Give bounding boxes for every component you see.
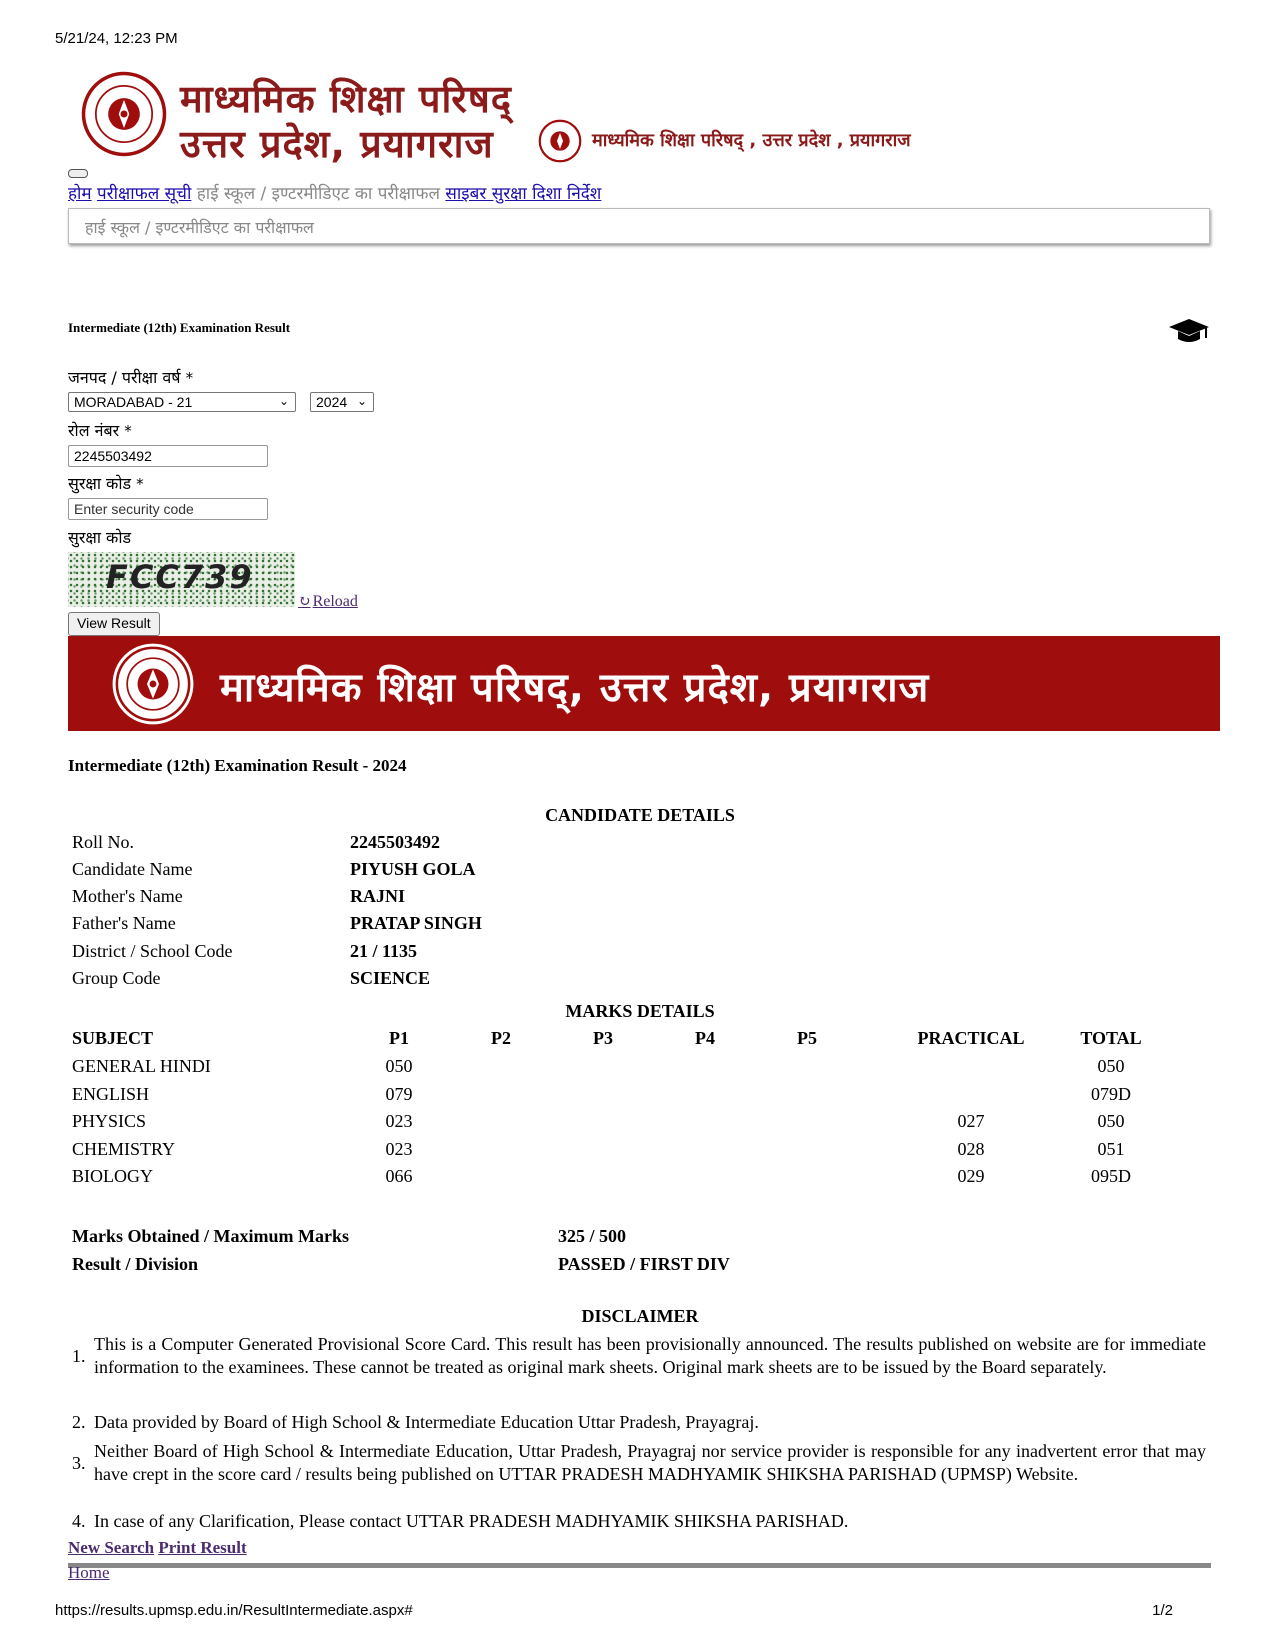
header-title-small: माध्यमिक शिक्षा परिषद् , उत्तर प्रदेश , प्रयागराज [592,130,911,151]
marks-column-header: P2 [491,1028,511,1048]
disclaimer-item-text: Data provided by Board of High School & Intermediate Education Uttar Pradesh, Prayagraj. [94,1412,759,1432]
form-title: Intermediate (12th) Examination Result [68,320,291,335]
marks-p1-cell: 066 [385,1166,413,1186]
candidate-row-label: Roll No. [72,832,135,852]
marks-p1-cell: 079 [385,1084,413,1104]
captcha-label: सुरक्षा कोड [68,528,132,547]
nav-result-list-link[interactable]: परीक्षाफल सूची [97,184,192,204]
new-search-link[interactable]: New Search [68,1538,155,1557]
marks-column-header: P1 [389,1028,409,1048]
candidate-row-label: District / School Code [72,941,233,961]
result-banner [68,636,1220,731]
marks-obtained-value: 325 / 500 [558,1226,627,1246]
home-link[interactable]: Home [68,1563,110,1582]
footer-links [68,1538,247,1558]
header-title-line1: माध्यमिक शिक्षा परिषद् [180,77,512,121]
nav-home-link[interactable]: होम [68,184,92,204]
refresh-icon: ↻ [298,594,311,610]
disclaimer-item [72,1440,1206,1486]
print-result-link[interactable]: Print Result [158,1538,247,1557]
candidate-row-value: RAJNI [350,886,406,906]
marks-column-header: P5 [797,1028,817,1048]
district-year-label: जनपद / परीक्षा वर्ष * [68,368,194,387]
year-select-value: 2024 [316,394,348,410]
marks-subject-cell: GENERAL HINDI [72,1056,211,1076]
marks-practical-cell: 029 [957,1166,985,1186]
print-page-number: 1/2 [1152,1602,1173,1619]
footer-divider [68,1563,1211,1568]
candidate-row-value: SCIENCE [350,968,431,988]
print-date: 5/21/24, 12:23 PM [55,30,178,47]
marks-p1-cell: 050 [385,1056,413,1076]
marks-total-cell: 051 [1097,1139,1125,1159]
nav-cyber-safety-link[interactable]: साइबर सुरक्षा दिशा निर्देश [445,184,602,204]
view-result-button[interactable]: View Result [68,612,160,636]
candidate-row-value: 21 / 1135 [350,941,418,961]
board-emblem-small-logo [538,119,582,163]
marks-subject-cell: CHEMISTRY [72,1139,176,1159]
marks-total-cell: 050 [1097,1056,1125,1076]
required-mark: * [136,475,144,493]
graduation-cap-icon [1168,316,1210,346]
candidate-row-label: Group Code [72,968,161,988]
security-code-label: सुरक्षा कोड * [68,474,144,493]
marks-total-cell: 050 [1097,1111,1125,1131]
roll-number-input[interactable]: 2245503492 [68,445,268,467]
marks-p1-cell: 023 [385,1111,413,1131]
district-select-value: MORADABAD - 21 [74,394,193,410]
nav-current-item: हाई स्कूल / इण्टरमीडिएट का परीक्षाफल [196,184,440,204]
candidate-row-label: Mother's Name [72,886,183,906]
marks-practical-cell: 028 [957,1139,985,1159]
roll-number-label: रोल नंबर * [68,421,132,440]
disclaimer-item-number: 3. [72,1452,86,1473]
reload-label: Reload [312,593,358,610]
reload-captcha-link[interactable] [298,592,358,611]
disclaimer-item-number: 1. [72,1345,86,1366]
candidate-row-value: PRATAP SINGH [350,913,482,933]
marks-total-cell: 079D [1091,1084,1131,1104]
marks-column-header: TOTAL [1080,1028,1142,1048]
district-select[interactable] [68,392,296,412]
disclaimer-item [72,1411,1206,1434]
nav-toggle-button[interactable] [68,169,88,178]
disclaimer-item-number: 4. [72,1511,86,1531]
security-code-input[interactable]: Enter security code [68,498,268,520]
candidate-details-heading: CANDIDATE DETAILS [545,805,735,825]
captcha-image [68,552,295,607]
breadcrumb [68,208,1210,244]
marks-obtained-label: Marks Obtained / Maximum Marks [72,1226,349,1246]
marks-subject-cell: ENGLISH [72,1084,149,1104]
header-title-line2: उत्तर प्रदेश, प्रयागराज [180,122,494,166]
required-mark: * [124,422,132,440]
board-emblem-banner-logo [110,641,196,727]
chevron-down-icon: ⌄ [278,394,289,408]
marks-column-header: P4 [695,1028,715,1048]
candidate-row-label: Father's Name [72,913,176,933]
disclaimer-item-text: This is a Computer Generated Provisional Score Card. This result has been provisionally announced. The results published on website are for immediate information to the examinees. These cannot be treated as original mark sheets. Original mark sheets are to be issued by the Board separately. [94,1334,1206,1377]
disclaimer-item-text: Neither Board of High School & Intermediate Education, Uttar Pradesh, Prayagraj nor service provider is responsible for any inadvertent error that may have crept in the score card / results being published on UTTAR PRADESH MADHYAMIK SHIKSHA PARISHAD (UPMSP) Website. [94,1441,1206,1484]
print-url: https://results.upmsp.edu.in/ResultIntermediate.aspx# [55,1602,413,1619]
marks-p1-cell: 023 [385,1139,413,1159]
disclaimer-item-number: 2. [72,1412,86,1432]
marks-column-header: SUBJECT [72,1028,154,1048]
marks-total-cell: 095D [1091,1166,1131,1186]
disclaimer-item [72,1510,1206,1533]
disclaimer-item-text: In case of any Clarification, Please contact UTTAR PRADESH MADHYAMIK SHIKSHA PARISHAD. [94,1511,849,1531]
breadcrumb-text: हाई स्कूल / इण्टरमीडिएट का परीक्षाफल [85,218,314,237]
candidate-row-value: 2245503492 [350,832,440,852]
disclaimer-heading: DISCLAIMER [581,1306,699,1326]
marks-column-header: PRACTICAL [917,1028,1025,1048]
result-title: Intermediate (12th) Examination Result - 2024 [68,756,407,775]
required-mark: * [185,369,194,387]
marks-details-heading: MARKS DETAILS [565,1001,715,1021]
nav-bar [68,181,601,204]
marks-column-header: P3 [593,1028,613,1048]
disclaimer-item [72,1333,1206,1379]
captcha-text: FCC739 [106,558,254,596]
result-division-label: Result / Division [72,1254,199,1274]
board-emblem-logo [80,70,168,158]
candidate-row-value: PIYUSH GOLA [350,859,476,879]
marks-practical-cell: 027 [957,1111,985,1131]
chevron-down-icon: ⌄ [356,394,367,408]
candidate-row-label: Candidate Name [72,859,193,879]
banner-title: माध्यमिक शिक्षा परिषद्, उत्तर प्रदेश, प्रयागराज [220,665,930,711]
marks-subject-cell: PHYSICS [72,1111,147,1131]
year-select[interactable] [310,392,374,412]
marks-subject-cell: BIOLOGY [72,1166,153,1186]
result-division-value: PASSED / FIRST DIV [558,1254,730,1274]
